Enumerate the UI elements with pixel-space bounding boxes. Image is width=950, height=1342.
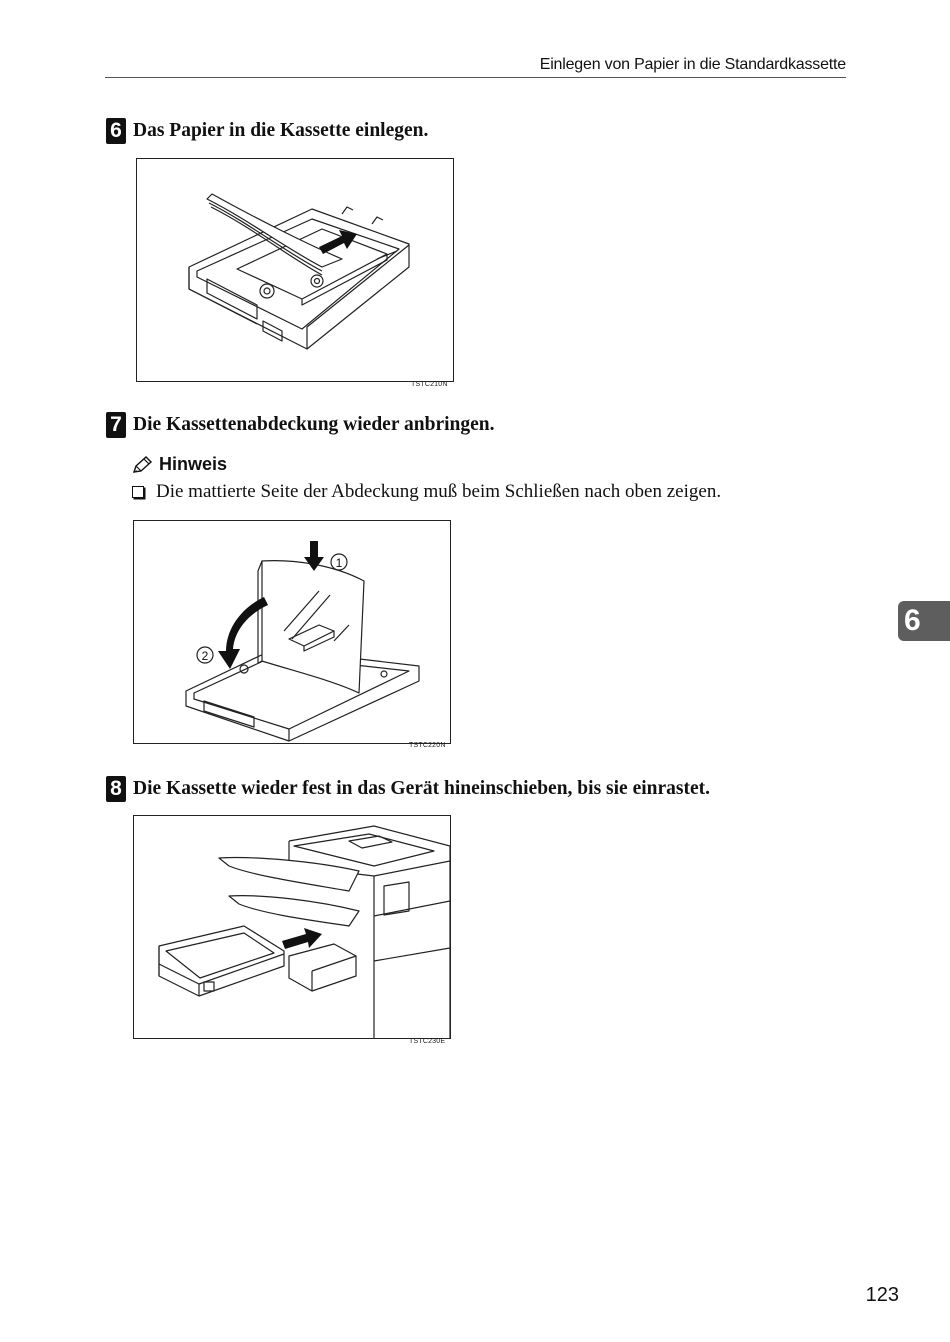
figure-cassette-insert <box>133 815 451 1039</box>
step-title: Die Kassette wieder fest in das Gerät hineinschieben, bis sie einrastet. <box>133 778 711 799</box>
header-divider <box>105 77 846 78</box>
machine-cassette-illustration <box>134 816 450 1038</box>
step-number-badge: 7 <box>106 412 126 438</box>
pencil-note-icon <box>131 455 153 475</box>
step-number-badge: 6 <box>106 118 126 144</box>
note-item-text: Die mattierte Seite der Abdeckung muß beim Schließen nach oben zeigen. <box>156 481 722 502</box>
step-6 <box>106 118 428 144</box>
callout-1: 1 <box>335 556 343 570</box>
step-8 <box>106 776 710 802</box>
step-title: Das Papier in die Kassette einlegen. <box>133 120 429 141</box>
running-header: Einlegen von Papier in die Standardkassette <box>539 56 846 73</box>
figure-code: TSTC220N <box>409 742 446 749</box>
figure-paper-loading <box>136 158 454 382</box>
page-number: 123 <box>865 1284 899 1306</box>
note-heading-label: Hinweis <box>159 454 228 474</box>
step-title: Die Kassettenabdeckung wieder anbringen. <box>133 414 495 435</box>
cassette-paper-illustration <box>137 159 453 381</box>
figure-cover-attach <box>133 520 451 744</box>
figure-code: TSTC210N <box>411 381 448 388</box>
checkbox-icon <box>132 486 144 498</box>
callout-2: 2 <box>201 649 209 663</box>
step-number-badge: 8 <box>106 776 126 802</box>
step-7 <box>106 412 495 438</box>
note-item <box>132 481 721 503</box>
figure-code: TSTC230E <box>409 1038 446 1045</box>
note-heading <box>131 454 227 475</box>
cassette-cover-illustration <box>134 521 450 743</box>
chapter-tab: 6 <box>898 601 950 641</box>
